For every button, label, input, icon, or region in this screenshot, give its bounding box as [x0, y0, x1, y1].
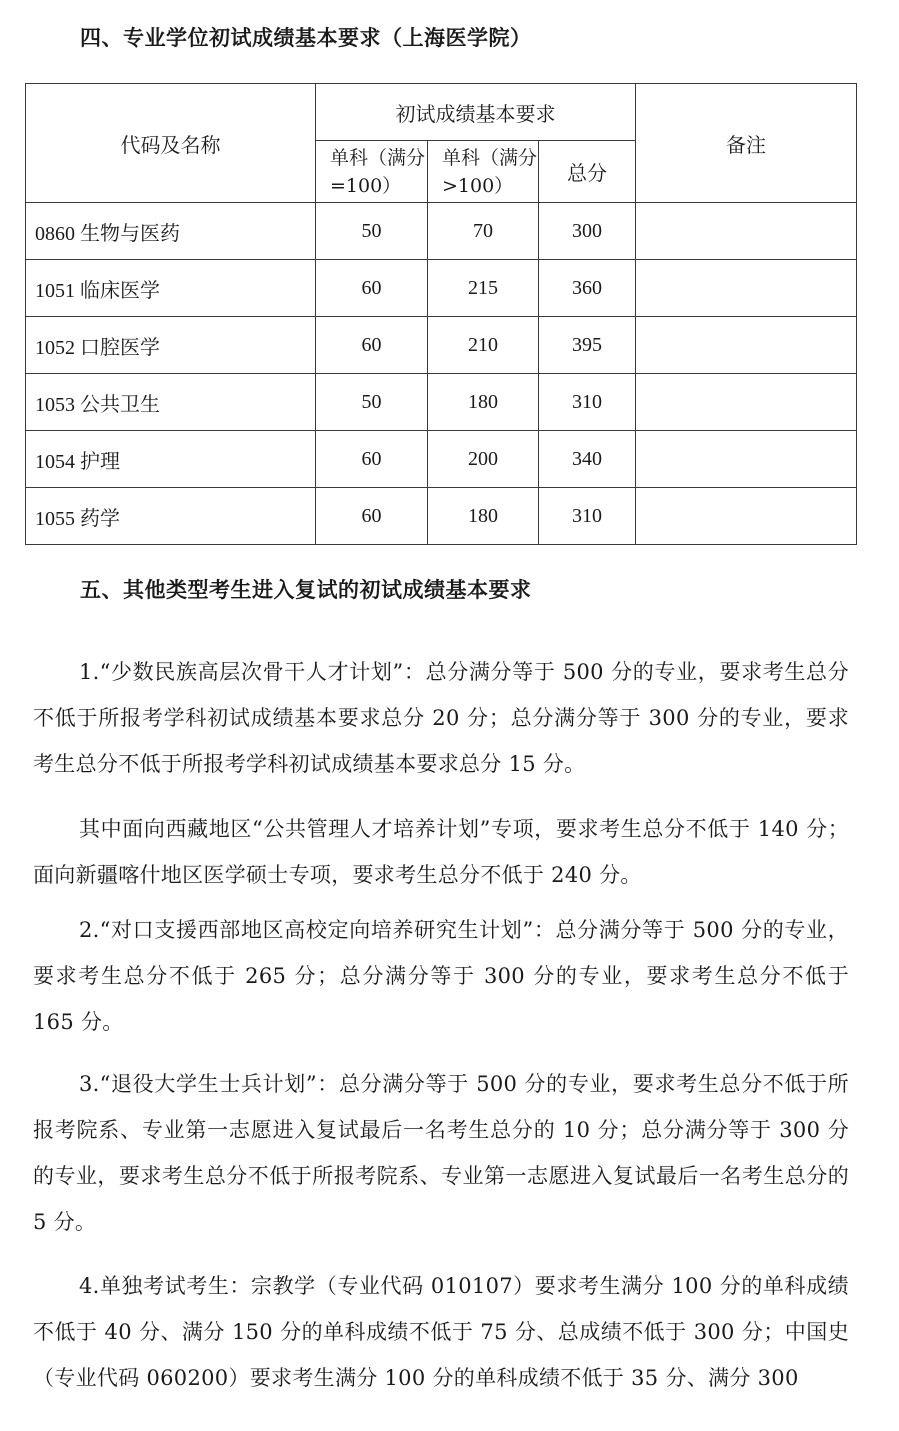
table-row	[26, 488, 857, 545]
row-total: 310	[539, 488, 636, 545]
row-single-100: 60	[316, 488, 428, 545]
row-name: 1055 药学	[26, 488, 316, 545]
row-single-100: 60	[316, 260, 428, 317]
score-requirements-table	[25, 83, 857, 545]
row-single-100: 60	[316, 317, 428, 374]
row-remarks	[636, 374, 857, 431]
row-remarks	[636, 488, 857, 545]
row-name: 1052 口腔医学	[26, 317, 316, 374]
section-5-title: 五、其他类型考生进入复试的初试成绩基本要求	[80, 578, 532, 602]
table-row	[26, 431, 857, 488]
row-total: 395	[539, 317, 636, 374]
table-row	[26, 317, 857, 374]
row-single-over-100: 180	[428, 488, 539, 545]
header-total: 总分	[539, 141, 636, 203]
header-requirements-group: 初试成绩基本要求	[316, 84, 636, 141]
row-remarks	[636, 317, 857, 374]
row-total: 340	[539, 431, 636, 488]
table-row	[26, 374, 857, 431]
row-single-over-100: 210	[428, 317, 539, 374]
row-name: 1054 护理	[26, 431, 316, 488]
paragraph-tibet-xinjiang: 其中面向西藏地区“公共管理人才培养计划”专项，要求考生总分不低于 140 分；面向新疆喀什地区医学硕士专项，要求考生总分不低于 240 分。	[33, 817, 849, 887]
paragraph-veteran-plan: 3.“退役大学生士兵计划”：总分满分等于 500 分的专业，要求考生总分不低于所报考院系、专业第一志愿进入复试最后一名考生总分的 10 分；总分满分等于 300 分的专业，要求考生总分不低于所报考院系、专业第一志愿进入复试最后一名考生总分的 5 分。	[33, 1072, 849, 1234]
table-header-row-1	[26, 84, 857, 141]
row-remarks	[636, 431, 857, 488]
section-4-title: 四、专业学位初试成绩基本要求（上海医学院）	[80, 26, 532, 50]
row-name: 1053 公共卫生	[26, 374, 316, 431]
paragraph-minority-plan: 1.“少数民族高层次骨干人才计划”：总分满分等于 500 分的专业，要求考生总分不低于所报考学科初试成绩基本要求总分 20 分；总分满分等于 300 分的专业，要求考生总分不低于所报考学科初试成绩基本要求总分 15 分。	[33, 660, 849, 776]
header-code-name: 代码及名称	[26, 84, 316, 203]
row-name: 0860 生物与医药	[26, 203, 316, 260]
row-single-over-100: 200	[428, 431, 539, 488]
row-single-over-100: 215	[428, 260, 539, 317]
header-remarks: 备注	[636, 84, 857, 203]
row-name: 1051 临床医学	[26, 260, 316, 317]
row-single-100: 50	[316, 203, 428, 260]
table-row	[26, 260, 857, 317]
row-single-100: 50	[316, 374, 428, 431]
header-single-over-100: 单科（满分>100）	[428, 141, 539, 203]
header-single-100: 单科（满分=100）	[316, 141, 428, 203]
row-total: 310	[539, 374, 636, 431]
row-single-over-100: 180	[428, 374, 539, 431]
row-remarks	[636, 203, 857, 260]
row-total: 300	[539, 203, 636, 260]
paragraph-western-support: 2.“对口支援西部地区高校定向培养研究生计划”：总分满分等于 500 分的专业，要求考生总分不低于 265 分；总分满分等于 300 分的专业，要求考生总分不低于 165 分。	[33, 918, 849, 1034]
paragraph-separate-exam: 4.单独考试考生：宗教学（专业代码 010107）要求考生满分 100 分的单科成绩不低于 40 分、满分 150 分的单科成绩不低于 75 分、总成绩不低于 300 分；中国史（专业代码 060200）要求考生满分 100 分的单科成绩不低于 35 分、满分 300	[33, 1274, 849, 1390]
row-remarks	[636, 260, 857, 317]
row-total: 360	[539, 260, 636, 317]
row-single-100: 60	[316, 431, 428, 488]
table-row	[26, 203, 857, 260]
row-single-over-100: 70	[428, 203, 539, 260]
